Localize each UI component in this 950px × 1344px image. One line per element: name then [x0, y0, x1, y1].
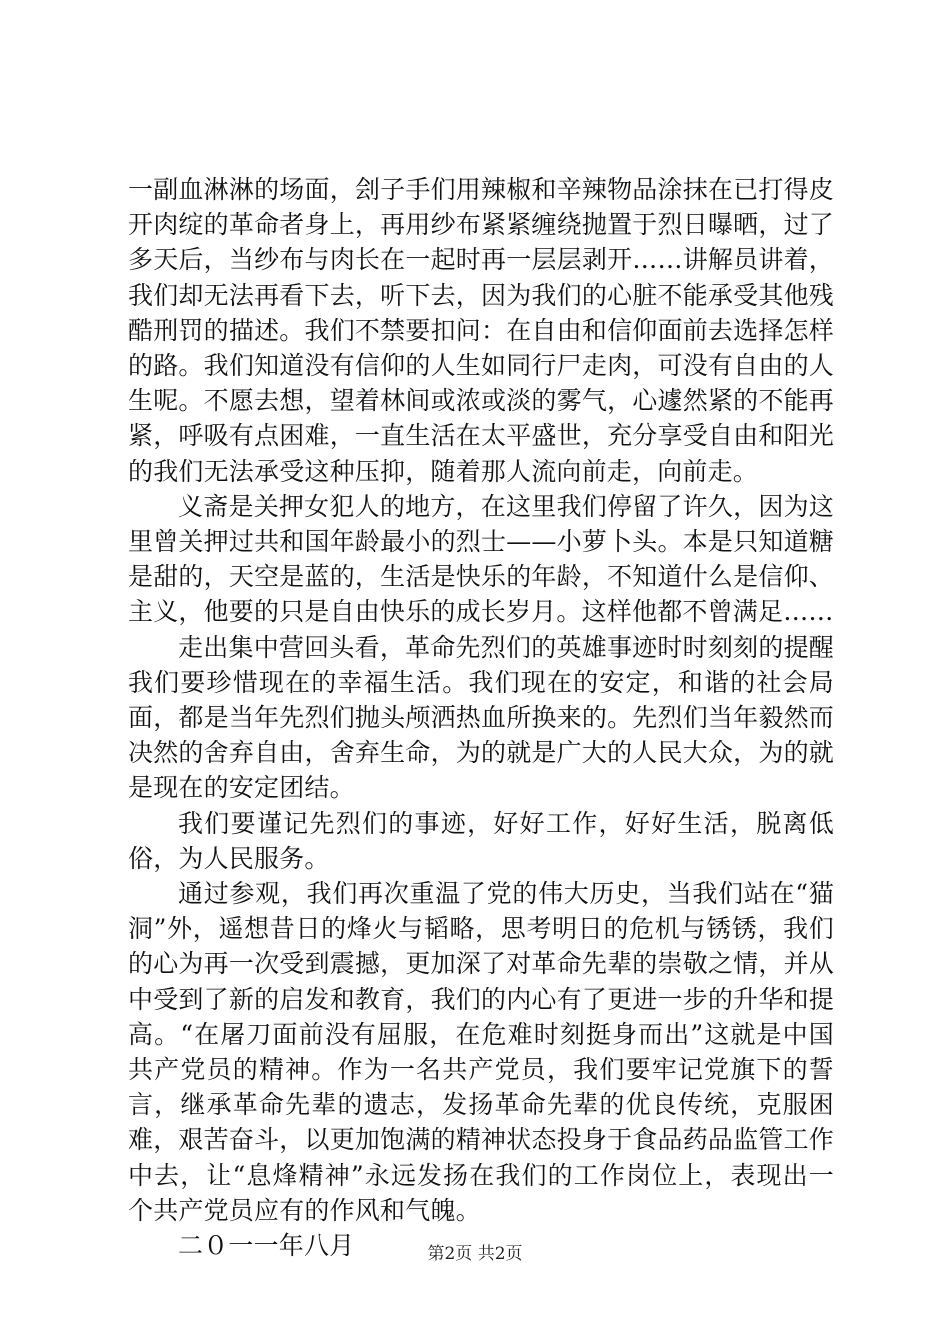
paragraph-leaving-camp: 走出集中营回头看，革命先烈们的英雄事迹时时刻刻的提醒我们要珍惜现在的幸福生活。我们现在的安定，和谐的社会局面，都是当年先烈们抛头颅洒热血所换来的。先烈们当年毅然而决然的舍弃自由，舍弃生命，为的就是广大的人民大众，为的就是现在的安定团结。 [128, 632, 834, 803]
paragraph-continued: 一副血淋淋的场面，刽子手们用辣椒和辛辣物品涂抹在已打得皮开肉绽的革命者身上，再用纱布紧紧缠绕抛置于烈日曝晒，过了多天后，当纱布与肉长在一起时再一层层剥开……讲解员讲着，我们却无法再看下去，听下去，因为我们的心脏不能承受其他残酷刑罚的描述。我们不禁要扣问：在自由和信仰面前去选择怎样的路。我们知道没有信仰的人生如同行尸走肉，可没有自由的人生呢。不愿去想，望着林间或浓或淡的雾气，心遽然紧的不能再紧，呼吸有点困难，一直生活在太平盛世，充分享受自由和阳光的我们无法承受这种压抑，随着那人流向前走，向前走。 [128, 175, 834, 486]
body-text [128, 172, 834, 1263]
paragraph-visit-summary: 通过参观，我们再次重温了党的伟大历史，当我们站在“猫洞”外，遥想昔日的烽火与韬略，思考明日的危机与锈锈，我们的心为再一次受到震撼，更加深了对革命先辈的崇敬之情，并从中受到了新的启发和教育，我们的内心有了更进一步的升华和提高。“在屠刀面前没有屈服，在危难时刻挺身而出”这就是中国共产党员的精神。作为一名共产党员，我们要牢记党旗下的誓言，继承革命先辈的遗志，发扬革命先辈的优良传统，克服困难，艰苦奋斗，以更加饱满的精神状态投身于食品药品监管工作中去，让“息烽精神”永远发扬在我们的工作岗位上，表现出一个共产党员应有的作风和气魄。 [128, 879, 834, 1225]
paragraph-yizhai: 义斋是关押女犯人的地方，在这里我们停留了许久，因为这里曾关押过共和国年龄最小的烈士——小萝卜头。本是只知道糖是甜的，天空是蓝的，生活是快乐的年龄，不知道什么是信仰、主义，他要的只是自由快乐的成长岁月。这样他都不曾满足…… [128, 491, 834, 627]
paragraph-remember: 我们要谨记先烈们的事迹，好好工作，好好生活，脱离低俗，为人民服务。 [128, 808, 834, 873]
page-footer: 第2页 共2页 [427, 1244, 523, 1264]
document-date: 二０一一年八月 [178, 1231, 355, 1261]
